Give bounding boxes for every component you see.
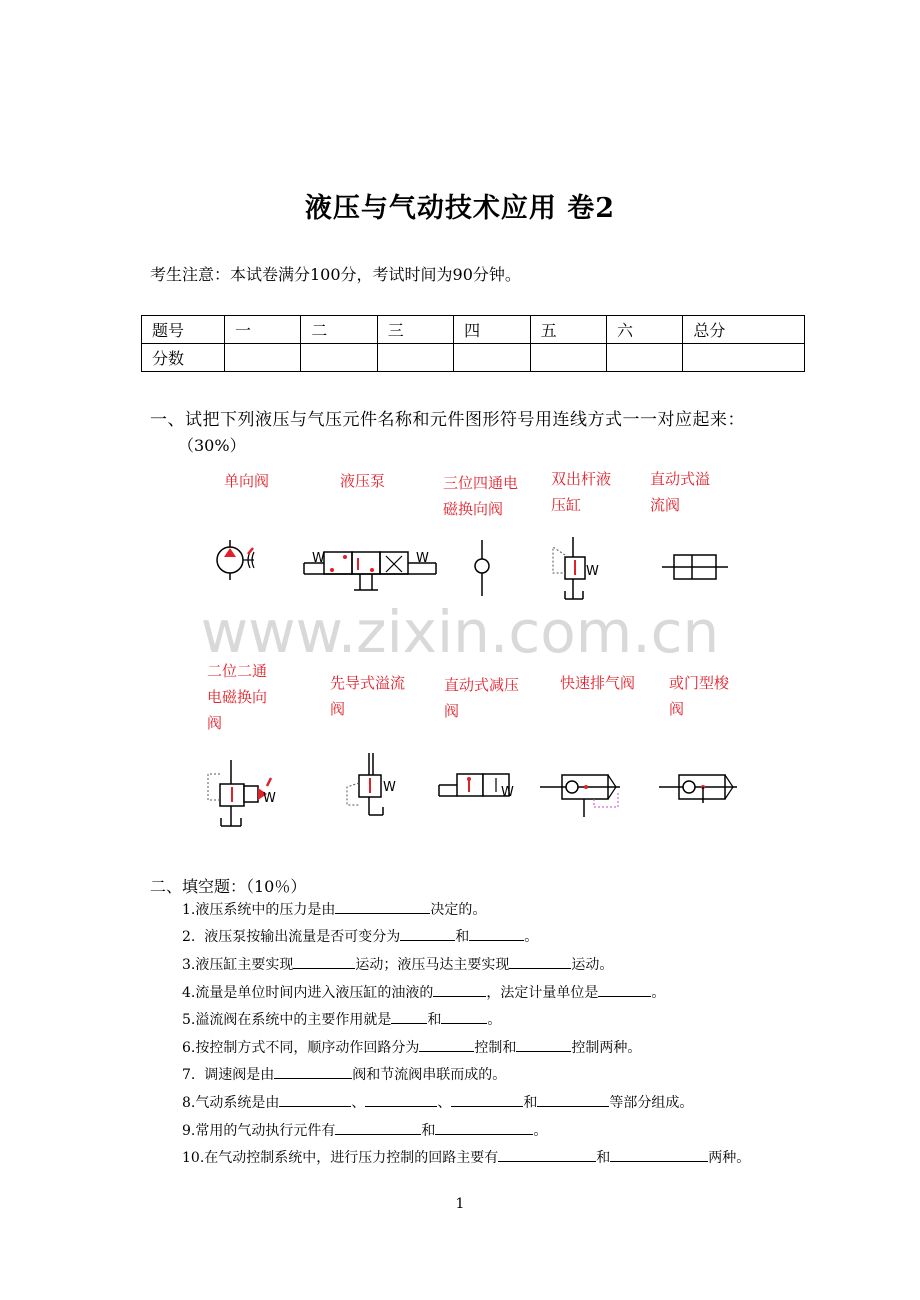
q-text: 。 [487, 1012, 502, 1028]
q-text: 和 [596, 1150, 611, 1166]
q-text: ，法定计量单位是 [486, 985, 599, 1001]
question-5 [182, 1010, 501, 1030]
name-line: 单向阀 [224, 472, 270, 490]
header-cell: 一 [225, 316, 301, 344]
name-line: 阀 [330, 700, 346, 718]
component-name-3-4-solenoid-valve [443, 470, 518, 522]
component-name-hydraulic-pump [340, 468, 385, 494]
header-cell: 六 [606, 316, 682, 344]
q-text: 10.在气动控制系统中，进行压力控制的回路主要有 [182, 1150, 499, 1166]
component-name-pilot-relief-valve [330, 670, 405, 722]
score-table-score-row [142, 344, 805, 372]
question-1 [182, 900, 486, 920]
answer-blank[interactable] [516, 1038, 571, 1052]
watermark: www.zixin.com.cn [200, 598, 720, 666]
row-label-cell: 分数 [142, 344, 225, 372]
section1-percent: （30%） [178, 436, 246, 455]
q-text: 、 [437, 1095, 452, 1111]
q-text: 。 [524, 929, 539, 945]
quick-exhaust-valve-symbol [538, 771, 622, 819]
answer-blank[interactable] [433, 983, 486, 997]
component-name-check-valve [224, 468, 269, 494]
name-line: 或门型梭 [669, 674, 730, 692]
name-line: 阀 [669, 700, 685, 718]
answer-blank[interactable] [365, 1093, 437, 1107]
question-7 [182, 1065, 506, 1085]
answer-blank[interactable] [279, 1093, 351, 1107]
score-cell[interactable] [530, 344, 606, 372]
q-text: 和 [427, 1012, 442, 1028]
q-text: 9.常用的气动执行元件有 [182, 1123, 336, 1139]
double-rod-cylinder-symbol [660, 550, 730, 584]
section1-heading: 一、试把下列液压与气压元件名称和元件图形符号用连线方式一一对应起来： [150, 410, 745, 430]
q-text: 运动；液压马达主要实现 [355, 957, 510, 973]
q-text: 1.液压系统中的压力是由 [182, 902, 336, 918]
component-name-pressure-reducing-valve [444, 672, 519, 724]
check-valve-pump-symbol [210, 540, 265, 580]
header-cell: 题号 [142, 316, 225, 344]
answer-blank[interactable] [610, 1148, 708, 1162]
q-text: 8.气动系统是由 [182, 1095, 280, 1111]
spring-label: W [501, 785, 514, 800]
shuttle-valve-symbol [657, 771, 739, 805]
page-title: 液压与气动技术应用 卷2 [304, 193, 616, 224]
answer-blank[interactable] [537, 1093, 609, 1107]
spring-label: W [263, 791, 276, 806]
score-cell[interactable] [377, 344, 453, 372]
answer-blank[interactable] [274, 1065, 352, 1079]
q-text: 控制两种。 [571, 1040, 642, 1056]
q-text: 和 [421, 1123, 436, 1139]
name-line: 液压泵 [340, 472, 386, 490]
solenoid-valve-symbol [205, 760, 277, 830]
q-text: 6.按控制方式不同，顺序动作回路分为 [182, 1040, 420, 1056]
answer-blank[interactable] [293, 955, 355, 969]
component-name-quick-exhaust-valve [560, 670, 635, 696]
spring-label: W [383, 780, 396, 795]
score-cell[interactable] [225, 344, 301, 372]
score-table-header-row [142, 316, 805, 344]
relief-valve-symbol-1 [548, 537, 604, 605]
q-text: 7. 调速阀是由 [182, 1067, 275, 1083]
q-text: 和 [455, 929, 470, 945]
q-text: 。 [651, 985, 666, 1001]
q-text: 4.流量是单位时间内进入液压缸的油液的 [182, 985, 434, 1001]
exam-notice: 考生注意：本试卷满分100分，考试时间为90分钟。 [150, 265, 521, 284]
component-name-double-rod-cylinder [551, 466, 611, 518]
header-cell: 四 [454, 316, 530, 344]
q-text: 控制和 [474, 1040, 517, 1056]
score-table [141, 315, 805, 372]
score-cell[interactable] [683, 344, 805, 372]
answer-blank[interactable] [435, 1121, 533, 1135]
spring-label: W [416, 551, 429, 566]
q-text: 决定的。 [430, 902, 487, 918]
q-text: 等部分组成。 [609, 1095, 694, 1111]
q-text: 5.溢流阀在系统中的主要作用就是 [182, 1012, 392, 1028]
question-3 [182, 955, 613, 975]
spring-label: W [586, 564, 599, 579]
two-position-valve-symbol [437, 770, 521, 804]
q-text: 2. 液压泵按输出流量是否可变分为 [182, 929, 401, 945]
question-8 [182, 1093, 693, 1113]
score-cell[interactable] [454, 344, 530, 372]
three-position-valve-symbol [302, 548, 438, 594]
header-cell: 总分 [683, 316, 805, 344]
question-4 [182, 983, 665, 1003]
score-cell[interactable] [301, 344, 377, 372]
name-line: 双出杆液 [551, 470, 612, 488]
name-line: 电磁换向 [207, 688, 268, 706]
component-name-direct-relief-valve [650, 466, 710, 518]
answer-blank[interactable] [598, 983, 651, 997]
question-2 [182, 927, 538, 947]
q-text: 3.液压缸主要实现 [182, 957, 294, 973]
section2-heading: 二、填空题：（10％） [150, 877, 307, 896]
name-line: 压缸 [551, 496, 582, 514]
name-line: 二位二通 [207, 662, 268, 680]
header-cell: 五 [530, 316, 606, 344]
q-text: 运动。 [571, 957, 614, 973]
answer-blank[interactable] [400, 927, 455, 941]
q-text: 两种。 [708, 1150, 751, 1166]
answer-blank[interactable] [419, 1038, 474, 1052]
q-text: 和 [523, 1095, 538, 1111]
name-line: 流阀 [650, 496, 681, 514]
answer-blank[interactable] [451, 1093, 523, 1107]
answer-blank[interactable] [498, 1148, 596, 1162]
score-cell[interactable] [606, 344, 682, 372]
answer-blank[interactable] [441, 1010, 487, 1024]
answer-blank[interactable] [469, 927, 524, 941]
question-9 [182, 1121, 547, 1141]
name-line: 直动式溢 [650, 470, 711, 488]
name-line: 先导式溢流 [330, 674, 406, 692]
q-text: 阀和节流阀串联而成的。 [352, 1067, 507, 1083]
name-line: 三位四通电 [443, 474, 519, 492]
answer-blank[interactable] [335, 900, 430, 914]
check-valve-symbol [470, 540, 494, 596]
component-name-2-2-solenoid-valve [207, 658, 267, 736]
page-number: 1 [455, 1196, 465, 1212]
name-line: 阀 [207, 714, 223, 732]
name-line: 直动式减压 [444, 676, 520, 694]
header-cell: 二 [301, 316, 377, 344]
name-line: 磁换向阀 [443, 500, 504, 518]
q-text: 。 [533, 1123, 548, 1139]
relief-valve-symbol-2 [343, 753, 399, 819]
answer-blank[interactable] [335, 1121, 421, 1135]
spring-label: W [312, 551, 325, 566]
name-line: 阀 [444, 702, 460, 720]
question-6 [182, 1038, 641, 1058]
answer-blank[interactable] [509, 955, 571, 969]
answer-blank[interactable] [391, 1010, 427, 1024]
name-line: 快速排气阀 [560, 674, 636, 692]
header-cell: 三 [377, 316, 453, 344]
question-10 [182, 1148, 750, 1168]
q-text: 、 [351, 1095, 366, 1111]
component-name-shuttle-valve [669, 670, 729, 722]
